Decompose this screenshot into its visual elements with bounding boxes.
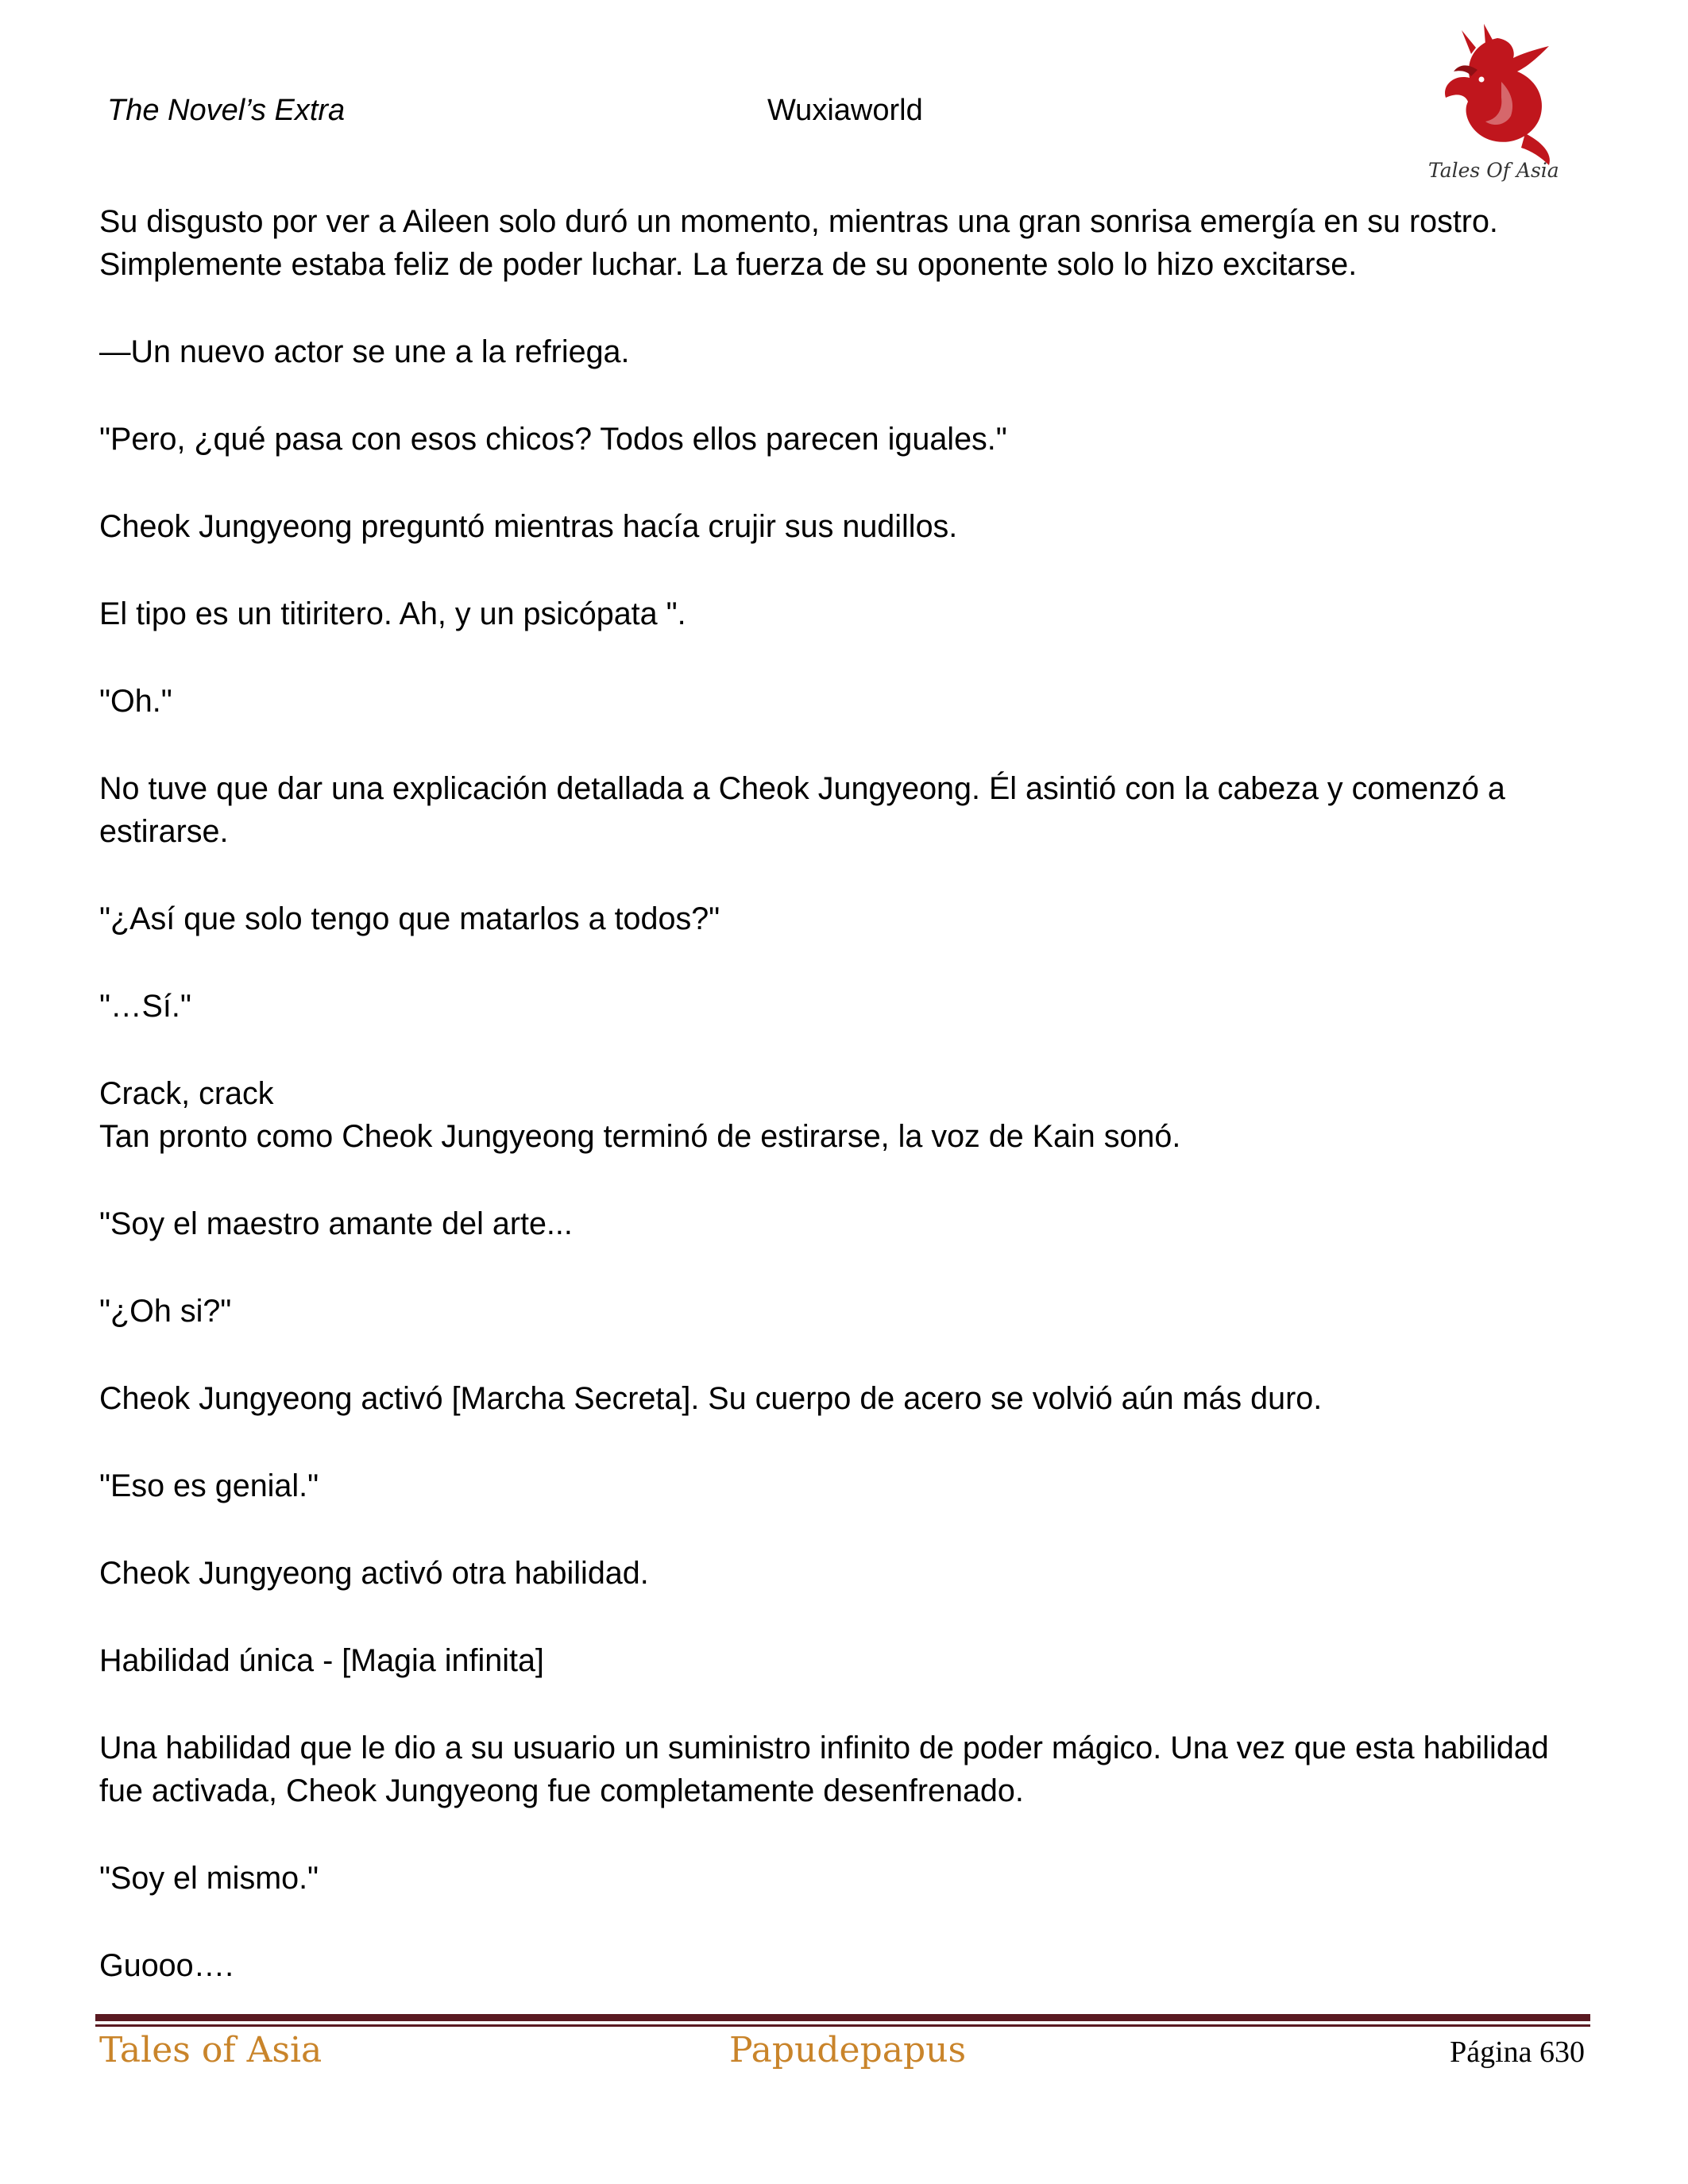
paragraph: Cheok Jungyeong preguntó mientras hacía crujir sus nudillos.	[99, 509, 958, 544]
footer-translator: Papudepapus	[729, 2030, 967, 2070]
footer-divider-thin	[95, 2024, 1590, 2027]
paragraph: No tuve que dar una explicación detallada a Cheok Jungyeong. Él asintió con la cabeza y comenzó a estirarse.	[99, 771, 1505, 849]
paragraph: "Oh."	[99, 684, 172, 719]
paragraph: "Soy el maestro amante del arte...	[99, 1206, 573, 1241]
paragraph: "Soy el mismo."	[99, 1861, 319, 1896]
paragraph: Cheok Jungyeong activó [Marcha Secreta]. Su cuerpo de acero se volvió aún más duro.	[99, 1381, 1323, 1416]
paragraph: "Pero, ¿qué pasa con esos chicos? Todos ellos parecen iguales."	[99, 422, 1007, 457]
paragraph: Guooo….	[99, 1948, 234, 1983]
paragraph: Crack, crack	[99, 1076, 274, 1111]
page-number: Página 630	[1450, 2035, 1585, 2069]
footer-divider	[95, 2014, 1590, 2021]
paragraph: "…Sí."	[99, 989, 191, 1024]
header-site-name: Wuxiaworld	[767, 94, 923, 127]
paragraph: "¿Oh si?"	[99, 1294, 232, 1329]
tales-of-asia-logo	[1422, 22, 1565, 189]
paragraph: Su disgusto por ver a Aileen solo duró un momento, mientras una gran sonrisa emergía en su rostro. Simplemente estaba feliz de poder luchar. La fuerza de su oponente solo lo hizo excitarse.	[99, 204, 1498, 282]
paragraph: "Eso es genial."	[99, 1468, 319, 1503]
paragraph: Tan pronto como Cheok Jungyeong terminó de estirarse, la voz de Kain sonó.	[99, 1119, 1181, 1154]
paragraph: "¿Así que solo tengo que matarlos a todos?"	[99, 901, 720, 936]
footer-publisher: Tales of Asia	[99, 2030, 323, 2070]
logo-text: Tales Of Asia	[1428, 159, 1559, 182]
paragraph: El tipo es un titiritero. Ah, y un psicópata ".	[99, 596, 686, 631]
paragraph: Cheok Jungyeong activó otra habilidad.	[99, 1556, 649, 1591]
paragraph: —Un nuevo actor se une a la refriega.	[99, 334, 630, 369]
paragraph: Habilidad única - [Magia infinita]	[99, 1643, 544, 1678]
paragraph: Una habilidad que le dio a su usuario un suministro infinito de poder mágico. Una vez que esta habilidad fue activada, Cheok Jungyeong fue completamente desenfrenado.	[99, 1731, 1549, 1808]
chapter-body	[99, 200, 1593, 1987]
header-book-title: The Novel’s Extra	[107, 94, 346, 127]
